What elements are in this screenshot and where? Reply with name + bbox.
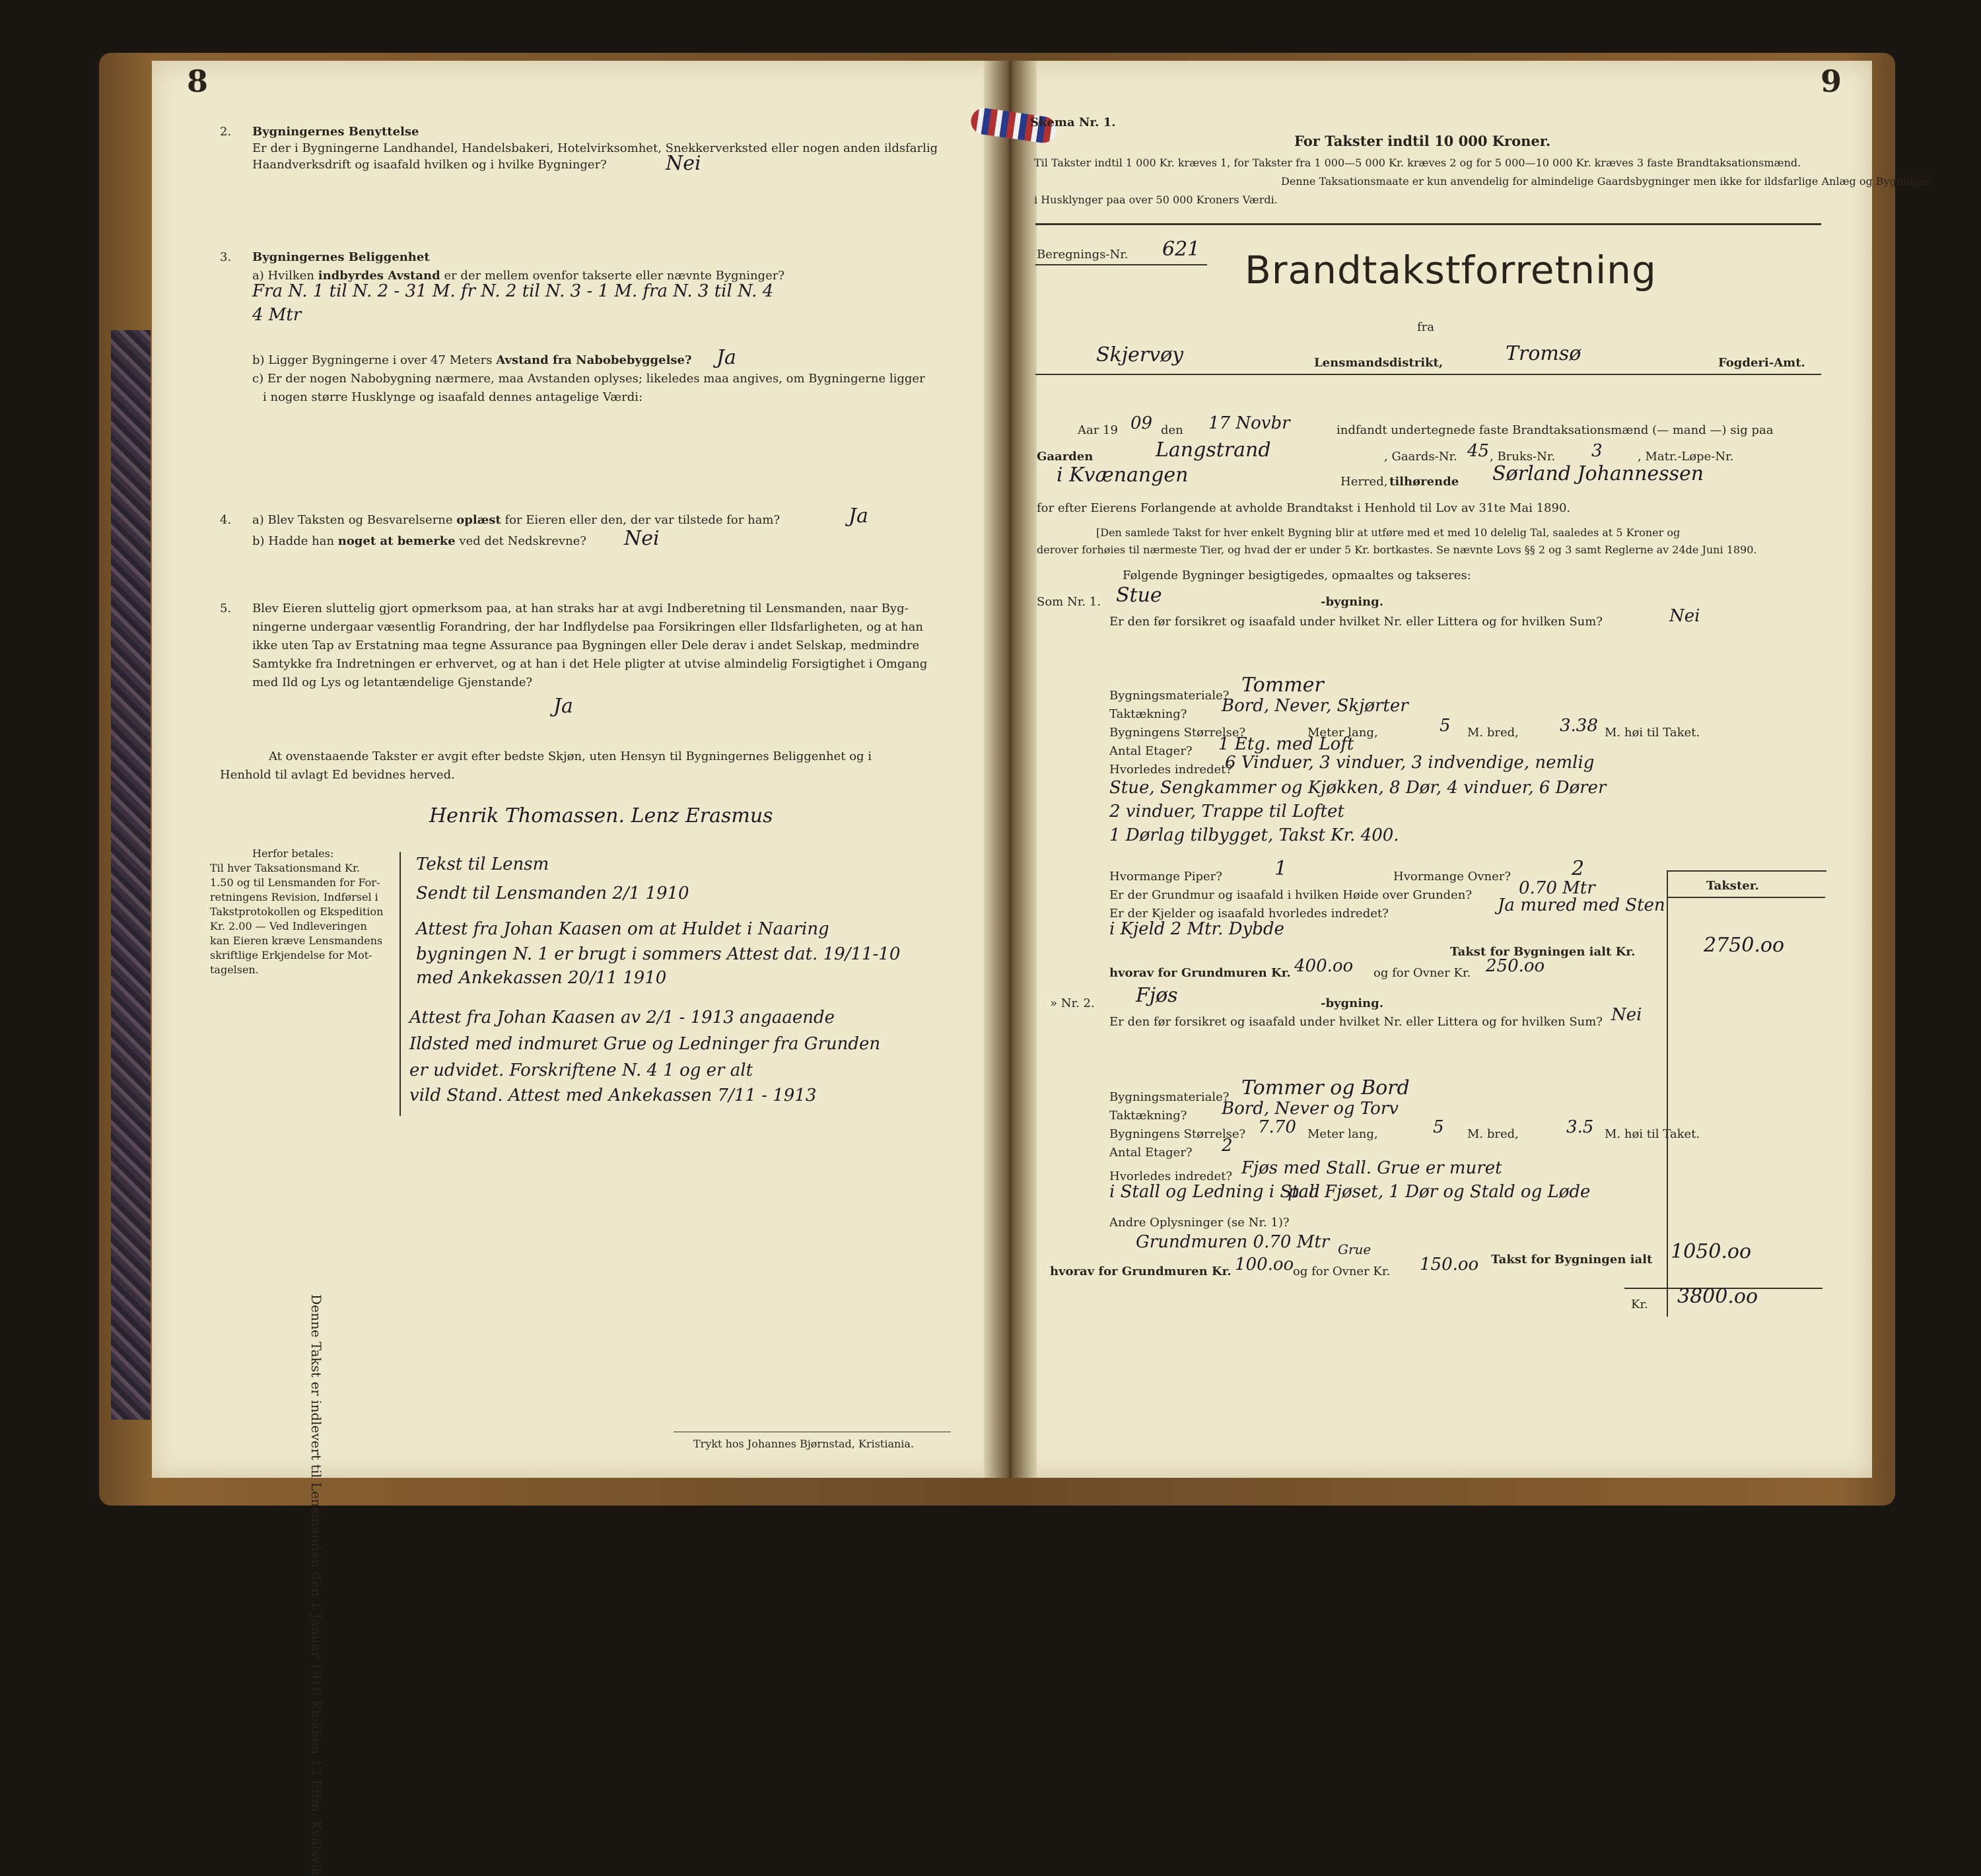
b2-andre-label: Andre Oplysninger (se Nr. 1)? <box>1109 1216 1290 1230</box>
fogderi-label: Fogderi-Amt. <box>1718 356 1805 370</box>
herred-label: Herred, <box>1340 475 1388 489</box>
fee-note-line3: 1.50 og til Lensmanden for For- <box>210 876 380 889</box>
b1-tak: Bord, Never, Skjørter <box>1222 696 1408 716</box>
q5-line5: med Ild og Lys og letantændelige Gjenstande? <box>252 676 533 689</box>
b2-indredet-label: Hvorledes indredet? <box>1109 1169 1233 1183</box>
q4a-rest: for Eieren eller den, der var tilstede for ham? <box>504 513 781 527</box>
district-rule <box>1035 374 1821 375</box>
lensmand-label: Lensmandsdistrikt, <box>1314 356 1443 370</box>
q2-line2: Haandverksdrift og isaafald hvilken og i hvilke Bygninger? <box>252 158 607 172</box>
note-line1: Tekst til Lensm <box>416 854 549 874</box>
header-line1: Til Takster indtil 1 000 Kr. kræves 1, for Takster fra 1 000—5 000 Kr. kræves 2 og for 5 000—10 000 Kr. kræves 3 faste Brandtaksationsmænd. <box>1034 156 1801 169</box>
vertical-filing-text: Denne Takst er indlevert til Lensmanden den 1 Januar 1910 Klokken 12 Eftm. Kvalsvik <box>308 1294 324 1876</box>
total-divider <box>1667 1288 1668 1317</box>
b1-indredet4: 1 Dørlag tilbygget, Takst Kr. 400. <box>1109 825 1399 845</box>
q3b-line <box>252 353 692 368</box>
b2-bred: 5 <box>1433 1117 1444 1137</box>
b1-hoi-label: M. høi til Taket. <box>1605 726 1700 740</box>
b2-hvorav-line <box>1050 1264 1232 1279</box>
q4a-bold: oplæst <box>456 513 501 527</box>
main-title: Brandtakstforretning <box>1245 248 1657 293</box>
b2-hoi-label: M. høi til Taket. <box>1605 1127 1700 1141</box>
q4a-answer: Ja <box>849 504 868 528</box>
b1-hvorav-label: hvorav for Grundmuren Kr. <box>1109 966 1291 980</box>
b1-materiale: Tommer <box>1241 674 1324 697</box>
b2-name: Fjøs <box>1136 984 1178 1007</box>
b2-hoi: 3.5 <box>1566 1117 1594 1137</box>
gaarden-label: Gaarden <box>1037 450 1094 464</box>
q3a-rest: er der mellem ovenfor takserte eller nævnte Bygninger? <box>444 269 784 283</box>
b1-bred-label: M. bred, <box>1467 726 1519 740</box>
grand-total: 3800.oo <box>1677 1285 1758 1308</box>
closing-line2: Henhold til avlagt Ed bevidnes herved. <box>220 768 455 782</box>
b2-takst: 1050.oo <box>1671 1240 1752 1263</box>
b1-som-nr: Som Nr. 1. <box>1037 595 1101 609</box>
fee-note-line9: tagelsen. <box>210 963 259 976</box>
q3a-bold: indbyrdes Avstand <box>318 269 440 283</box>
b1-storrelse-text: Bygningens Størrelse? <box>1109 726 1246 740</box>
fra-label: fra <box>1417 320 1434 334</box>
law-line: for efter Eierens Forlangende at avholde Brandtakst i Henhold til Lov av 31te Mai 1890. <box>1037 501 1571 515</box>
takster-header: Takster. <box>1706 879 1759 893</box>
aar-prefix: Aar 19 <box>1078 423 1118 437</box>
owner-name: Sørland Johannessen <box>1492 462 1704 485</box>
b1-ovner-kr: 250.oo <box>1486 956 1545 976</box>
q4a-line <box>252 512 780 528</box>
b2-grundmur: 100.oo <box>1235 1255 1294 1274</box>
b2-hvorav-label: hvorav for Grundmuren Kr. <box>1050 1265 1232 1278</box>
b1-ovner-kr-label: og for Ovner Kr. <box>1373 966 1471 980</box>
note-line6: Attest fra Johan Kaasen av 2/1 - 1913 angaaende <box>409 1008 835 1027</box>
b1-grundmur: 400.oo <box>1294 956 1354 976</box>
fogderi-value: Tromsø <box>1506 342 1581 365</box>
herred-value: i Kvænangen <box>1057 464 1189 487</box>
closing-line1: At ovenstaaende Takster er avgit efter bedste Skjøn, uten Hensyn til Bygningernes Beliggenhet og i <box>269 749 872 763</box>
q5-line2: ningerne undergaar væsentlig Forandring, der har Indflydelse paa Forsikringen eller Ildsfarligheten, og at han <box>252 620 923 634</box>
b2-meter-lang-label: Meter lang, <box>1307 1127 1378 1141</box>
fee-note-line4: retningens Revision, Indførsel i <box>210 891 378 903</box>
fee-note-line8: skriftlige Erkjendelse for Mot- <box>210 949 372 961</box>
rule-line2: derover forhøies til nærmeste Tier, og hvad der er under 5 Kr. bortkastes. Se nævnte Lovs §§ 2 og 3 samt Reglerne av 24de Juni 1890. <box>1037 543 1757 556</box>
takster-header-rule <box>1667 897 1825 898</box>
b1-indredet1: 6 Vinduer, 3 vinduer, 3 indvendige, nemlig <box>1225 753 1595 773</box>
b1-meter-lang-label: Meter lang, <box>1307 726 1378 740</box>
b2-forsikret-a: Nei <box>1611 1005 1642 1025</box>
book-gutter <box>984 61 1037 1478</box>
q2-number: 2. <box>220 125 232 139</box>
q5-line4: Samtykke fra Indretningen er erhvervet, og at han i det Hele pligter at utvise almindelig Forsigtighet i Omgang <box>252 657 928 671</box>
q3b-prefix: b) Ligger Bygningerne i over 47 Meters <box>252 353 493 367</box>
b1-mur-label: Er der Grundmur og isaafald i hvilken Høide over Grunden? <box>1109 888 1472 902</box>
b2-materiale-label: Bygningsmateriale? <box>1109 1090 1230 1104</box>
fee-note-line2: Til hver Taksationsmand Kr. <box>210 862 360 874</box>
fee-note-line5: Takstprotokollen og Ekspedition <box>210 905 384 918</box>
b2-forsikret-q: Er den før forsikret og isaafald under hvilket Nr. eller Littera og for hvilken Sum? <box>1109 1015 1603 1029</box>
notes-margin-line <box>400 852 401 1116</box>
note-line8: er udvidet. Forskriftene N. 4 1 og er alt <box>409 1060 753 1080</box>
matr-label: , Matr.-Løpe-Nr. <box>1638 450 1734 464</box>
schema-label: Skema Nr. 1. <box>1030 116 1116 129</box>
note-line9: vild Stand. Attest med Ankekassen 7/11 - 1913 <box>409 1086 817 1105</box>
gaards-nr: 45 <box>1467 441 1490 461</box>
printer-credit: Trykt hos Johannes Bjørnstad, Kristiania. <box>693 1438 915 1450</box>
lensmand-district: Skjervøy <box>1096 343 1184 366</box>
q5-line1: Blev Eieren sluttelig gjort opmerksom paa, at han straks har at avgi Indberetning til Lensmanden, naar Byg- <box>252 602 909 615</box>
note-line4: bygningen N. 1 er brugt i sommers Attest dat. 19/11-10 <box>416 944 901 964</box>
header-title: For Takster indtil 10 000 Kroner. <box>1294 133 1551 149</box>
folgende-line: Følgende Bygninger besigtigedes, opmaaltes og takseres: <box>1123 569 1471 582</box>
beregnings-rule <box>1035 264 1207 265</box>
b1-mur: 0.70 Mtr <box>1519 878 1595 898</box>
b1-ovner-label: Hvormange Ovner? <box>1393 870 1512 884</box>
b1-kjelder2: i Kjeld 2 Mtr. Dybde <box>1109 919 1284 939</box>
b2-etager-label: Antal Etager? <box>1109 1146 1193 1160</box>
b1-indredet2: Stue, Sengkammer og Kjøkken, 8 Dør, 4 vinduer, 6 Dører <box>1109 778 1607 798</box>
date-value: 17 Novbr <box>1208 413 1290 433</box>
b1-materiale-label: Bygningsmateriale? <box>1109 689 1230 703</box>
q4b-rest: ved det Nedskrevne? <box>459 534 586 548</box>
b1-takst-label: Takst for Bygningen ialt Kr. <box>1450 945 1636 959</box>
marbled-edge <box>111 330 151 1420</box>
b2-indredet3: paa Fjøset, 1 Dør og Stald og Løde <box>1288 1182 1591 1202</box>
q4a-prefix: a) Blev Taksten og Besvarelserne <box>252 513 453 527</box>
b2-bred-label: M. bred, <box>1467 1127 1519 1141</box>
page-number-left: 8 <box>187 63 209 99</box>
fee-note-line6: Kr. 2.00 — Ved Indleveringen <box>210 920 367 932</box>
b2-materiale: Tommer og Bord <box>1241 1076 1410 1099</box>
note-line7: Ildsted med indmuret Grue og Ledninger fra Grunden <box>409 1034 881 1054</box>
b2-storrelse-label: Bygningens Størrelse? <box>1109 1127 1246 1141</box>
gaarden-value: Langstrand <box>1156 438 1271 462</box>
beregnings-label: Beregnings-Nr. <box>1037 248 1129 261</box>
q5-line3: ikke uten Tap av Erstatning maa tegne Assurance paa Bygningen eller Dele derav i andet Selskap, medmindre <box>252 639 920 652</box>
bruks-nr-label: , Bruks-Nr. <box>1490 450 1556 464</box>
fee-note-line7: kan Eieren kræve Lensmandens <box>210 934 383 947</box>
intro-rest: indfandt undertegnede faste Brandtaksationsmænd (— mand —) sig paa <box>1337 423 1774 437</box>
q4b-line <box>252 534 586 549</box>
b2-indredet1: Fjøs med Stall. Grue er muret <box>1241 1158 1502 1178</box>
b1-bred: 5 <box>1440 716 1451 736</box>
q2-title: Bygningernes Benyttelse <box>252 125 419 139</box>
b1-takst: 2750.oo <box>1704 934 1785 957</box>
q5-answer: Ja <box>553 695 573 718</box>
b2-ovner-kr: 150.oo <box>1420 1255 1479 1274</box>
den-label: den <box>1161 423 1183 437</box>
b2-tak: Bord, Never og Torv <box>1222 1099 1399 1119</box>
assessor-signatures: Henrik Thomassen. Lenz Erasmus <box>429 804 773 827</box>
b1-hvorav-line <box>1109 965 1291 981</box>
note-line3: Attest fra Johan Kaasen om at Huldet i Naaring <box>416 919 829 939</box>
b2-nr: » Nr. 2. <box>1050 996 1095 1010</box>
header-line3: i Husklynger paa over 50 000 Kroners Værdi. <box>1034 193 1278 206</box>
b1-hoi: 3.38 <box>1560 716 1598 736</box>
page-number-right: 9 <box>1821 63 1842 99</box>
b1-kjelder: Ja mured med Sten <box>1498 895 1665 915</box>
gaards-nr-label: , Gaards-Nr. <box>1384 450 1457 464</box>
total-label: Kr. <box>1631 1298 1648 1311</box>
b1-indredet-label: Hvorledes indredet? <box>1109 763 1233 777</box>
note-line2: Sendt til Lensmanden 2/1 1910 <box>416 884 689 903</box>
q3-number: 3. <box>220 250 232 264</box>
q3c-line2: i nogen større Husklynge og isaafald dennes antagelige Værdi: <box>263 390 643 404</box>
aar-year: 09 <box>1130 413 1153 433</box>
q2-line1: Er der i Bygningerne Landhandel, Handelsbakeri, Hotelvirksomhet, Snekkerverksted eller nogen anden ildsfarlig <box>252 141 938 155</box>
b2-tak-label: Taktækning? <box>1109 1109 1187 1123</box>
takster-column <box>1667 870 1826 1294</box>
q3a-answer1: Fra N. 1 til N. 2 - 31 M. fr N. 2 til N. 3 - 1 M. fra N. 3 til N. 4 <box>252 281 774 301</box>
note-line5: med Ankekassen 20/11 1910 <box>416 968 667 988</box>
b1-indredet3: 2 vinduer, Trappe til Loftet <box>1109 802 1344 821</box>
q3-title: Bygningernes Beliggenhet <box>252 250 430 264</box>
b1-bygning-suffix: -bygning. <box>1321 595 1383 609</box>
header-rule <box>1035 223 1821 225</box>
header-line2: Denne Taksationsmaate er kun anvendelig for almindelige Gaardsbygninger men ikke for ildsfarlige Anlæg og Bygninger <box>1281 175 1931 188</box>
b1-etager: 1 Etg. med Loft <box>1218 734 1354 754</box>
tilhorende-label: tilhørende <box>1389 475 1459 489</box>
q3c-line1: c) Er der nogen Nabobygning nærmere, maa Avstanden oplyses; likeledes maa angives, om Bygningerne ligger <box>252 372 925 386</box>
q4b-bold: noget at bemerke <box>337 534 456 548</box>
b2-ovner-kr-note: Grue <box>1338 1241 1372 1257</box>
b2-bygning-suffix: -bygning. <box>1321 996 1383 1010</box>
q3a-prefix: a) Hvilken <box>252 269 315 283</box>
q4-number: 4. <box>220 513 232 527</box>
b2-lang: 7.70 <box>1258 1117 1296 1137</box>
b1-ovner: 2 <box>1572 857 1585 880</box>
q3b-bold: Avstand fra Nabobebyggelse? <box>496 353 692 367</box>
b1-etager-label: Antal Etager? <box>1109 744 1193 758</box>
bruks-nr: 3 <box>1591 441 1603 461</box>
b1-tak-label: Taktækning? <box>1109 707 1187 721</box>
b1-kjelder-label: Er der Kjelder og isaafald hvorledes indredet? <box>1109 907 1389 921</box>
q4b-prefix: b) Hadde han <box>252 534 335 548</box>
fee-note-line1: Herfor betales: <box>252 847 334 860</box>
b1-forsikret-q: Er den før forsikret og isaafald under hvilket Nr. eller Littera og for hvilken Sum? <box>1109 615 1603 629</box>
b2-indredet2: i Stall og Ledning i Stall <box>1109 1182 1320 1202</box>
q3a-answer2: 4 Mtr <box>252 305 302 325</box>
b1-forsikret-a: Nei <box>1669 606 1700 626</box>
q5-number: 5. <box>220 602 232 615</box>
q4b-answer: Nei <box>624 527 660 550</box>
b2-etager: 2 <box>1222 1136 1233 1156</box>
rule-line1: [Den samlede Takst for hver enkelt Bygning blir at utføre med et med 10 delelig Tal, saaledes at 5 Kroner og <box>1096 526 1681 539</box>
beregnings-number: 621 <box>1162 238 1200 261</box>
q2-answer: Nei <box>666 152 701 175</box>
b1-piper: 1 <box>1274 857 1288 880</box>
b1-piper-label: Hvormange Piper? <box>1109 870 1222 884</box>
b1-name: Stue <box>1116 584 1162 607</box>
b2-ovner-kr-label: og for Ovner Kr. <box>1293 1265 1391 1278</box>
b2-takst-label: Takst for Bygningen ialt <box>1491 1253 1653 1267</box>
b2-andre: Grundmuren 0.70 Mtr <box>1136 1232 1330 1252</box>
q3b-answer: Ja <box>716 346 736 369</box>
